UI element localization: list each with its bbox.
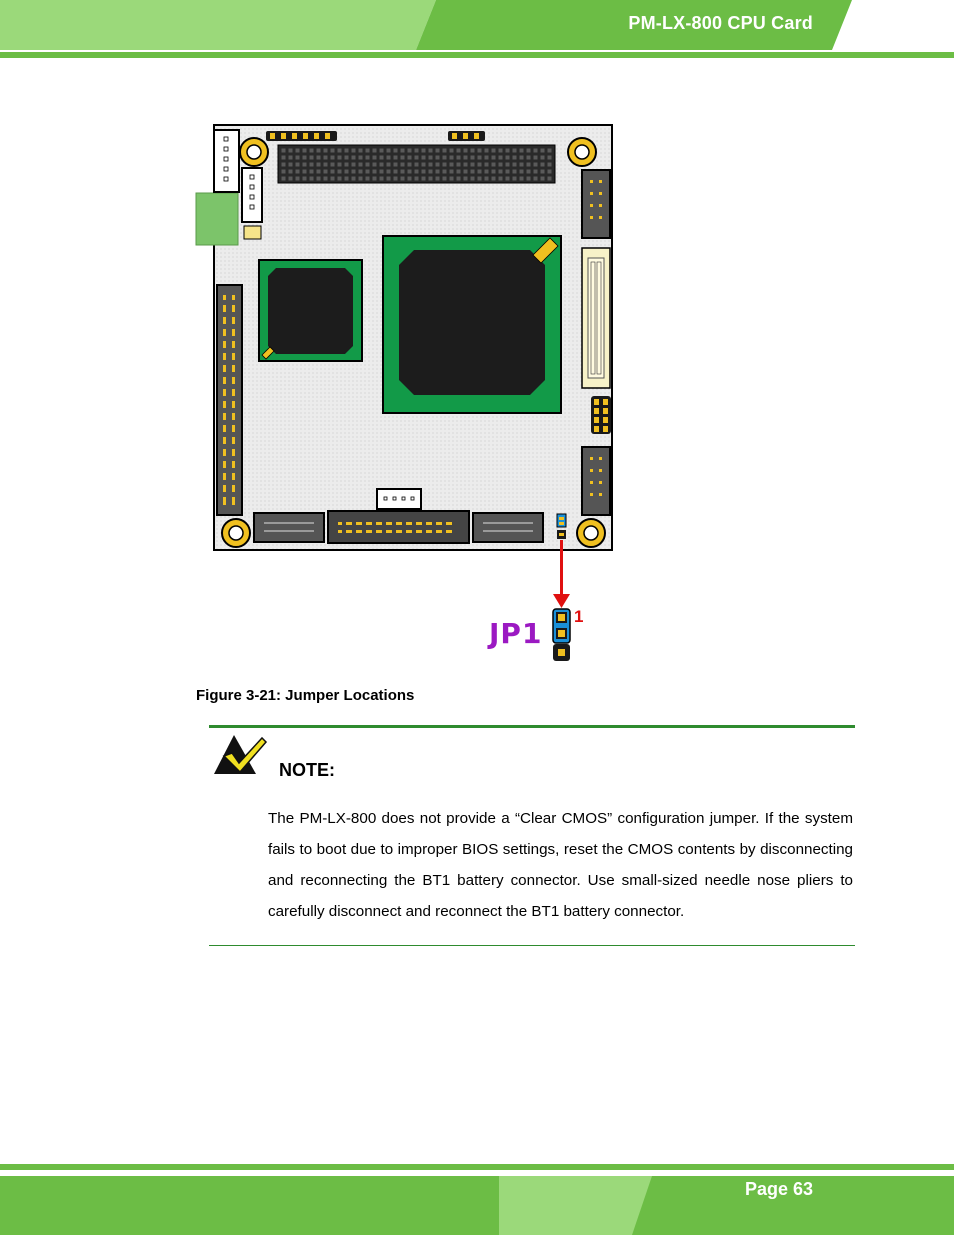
note-title: NOTE: (279, 760, 335, 780)
note-body: The PM-LX-800 does not provide a “Clear CMOS” configuration jumper. If the system fails to boot due to improper BIOS settings, reset the CMOS contents by disconnecting and reconnecting the BT1 battery connector. Use small-sized needle nose pliers to carefully disconnect and reconnect the BT1 battery connector. (268, 810, 853, 920)
pin-one-marker: 1 (574, 607, 584, 626)
board-diagram (190, 118, 630, 668)
note-bottom-divider (209, 945, 855, 946)
figure-caption: Figure 3-21: Jumper Locations (196, 687, 415, 704)
document-title: PM-LX-800 CPU Card (628, 13, 813, 33)
jp1-jumper-on-board (557, 514, 566, 539)
note-check-icon (212, 732, 268, 778)
jp1-label: JP1 (489, 617, 543, 650)
jp1-jumper-enlarged (553, 609, 570, 661)
page-number: Page 63 (744, 1179, 813, 1199)
pm-lx-800-board (190, 118, 630, 668)
note-top-divider (209, 725, 855, 728)
